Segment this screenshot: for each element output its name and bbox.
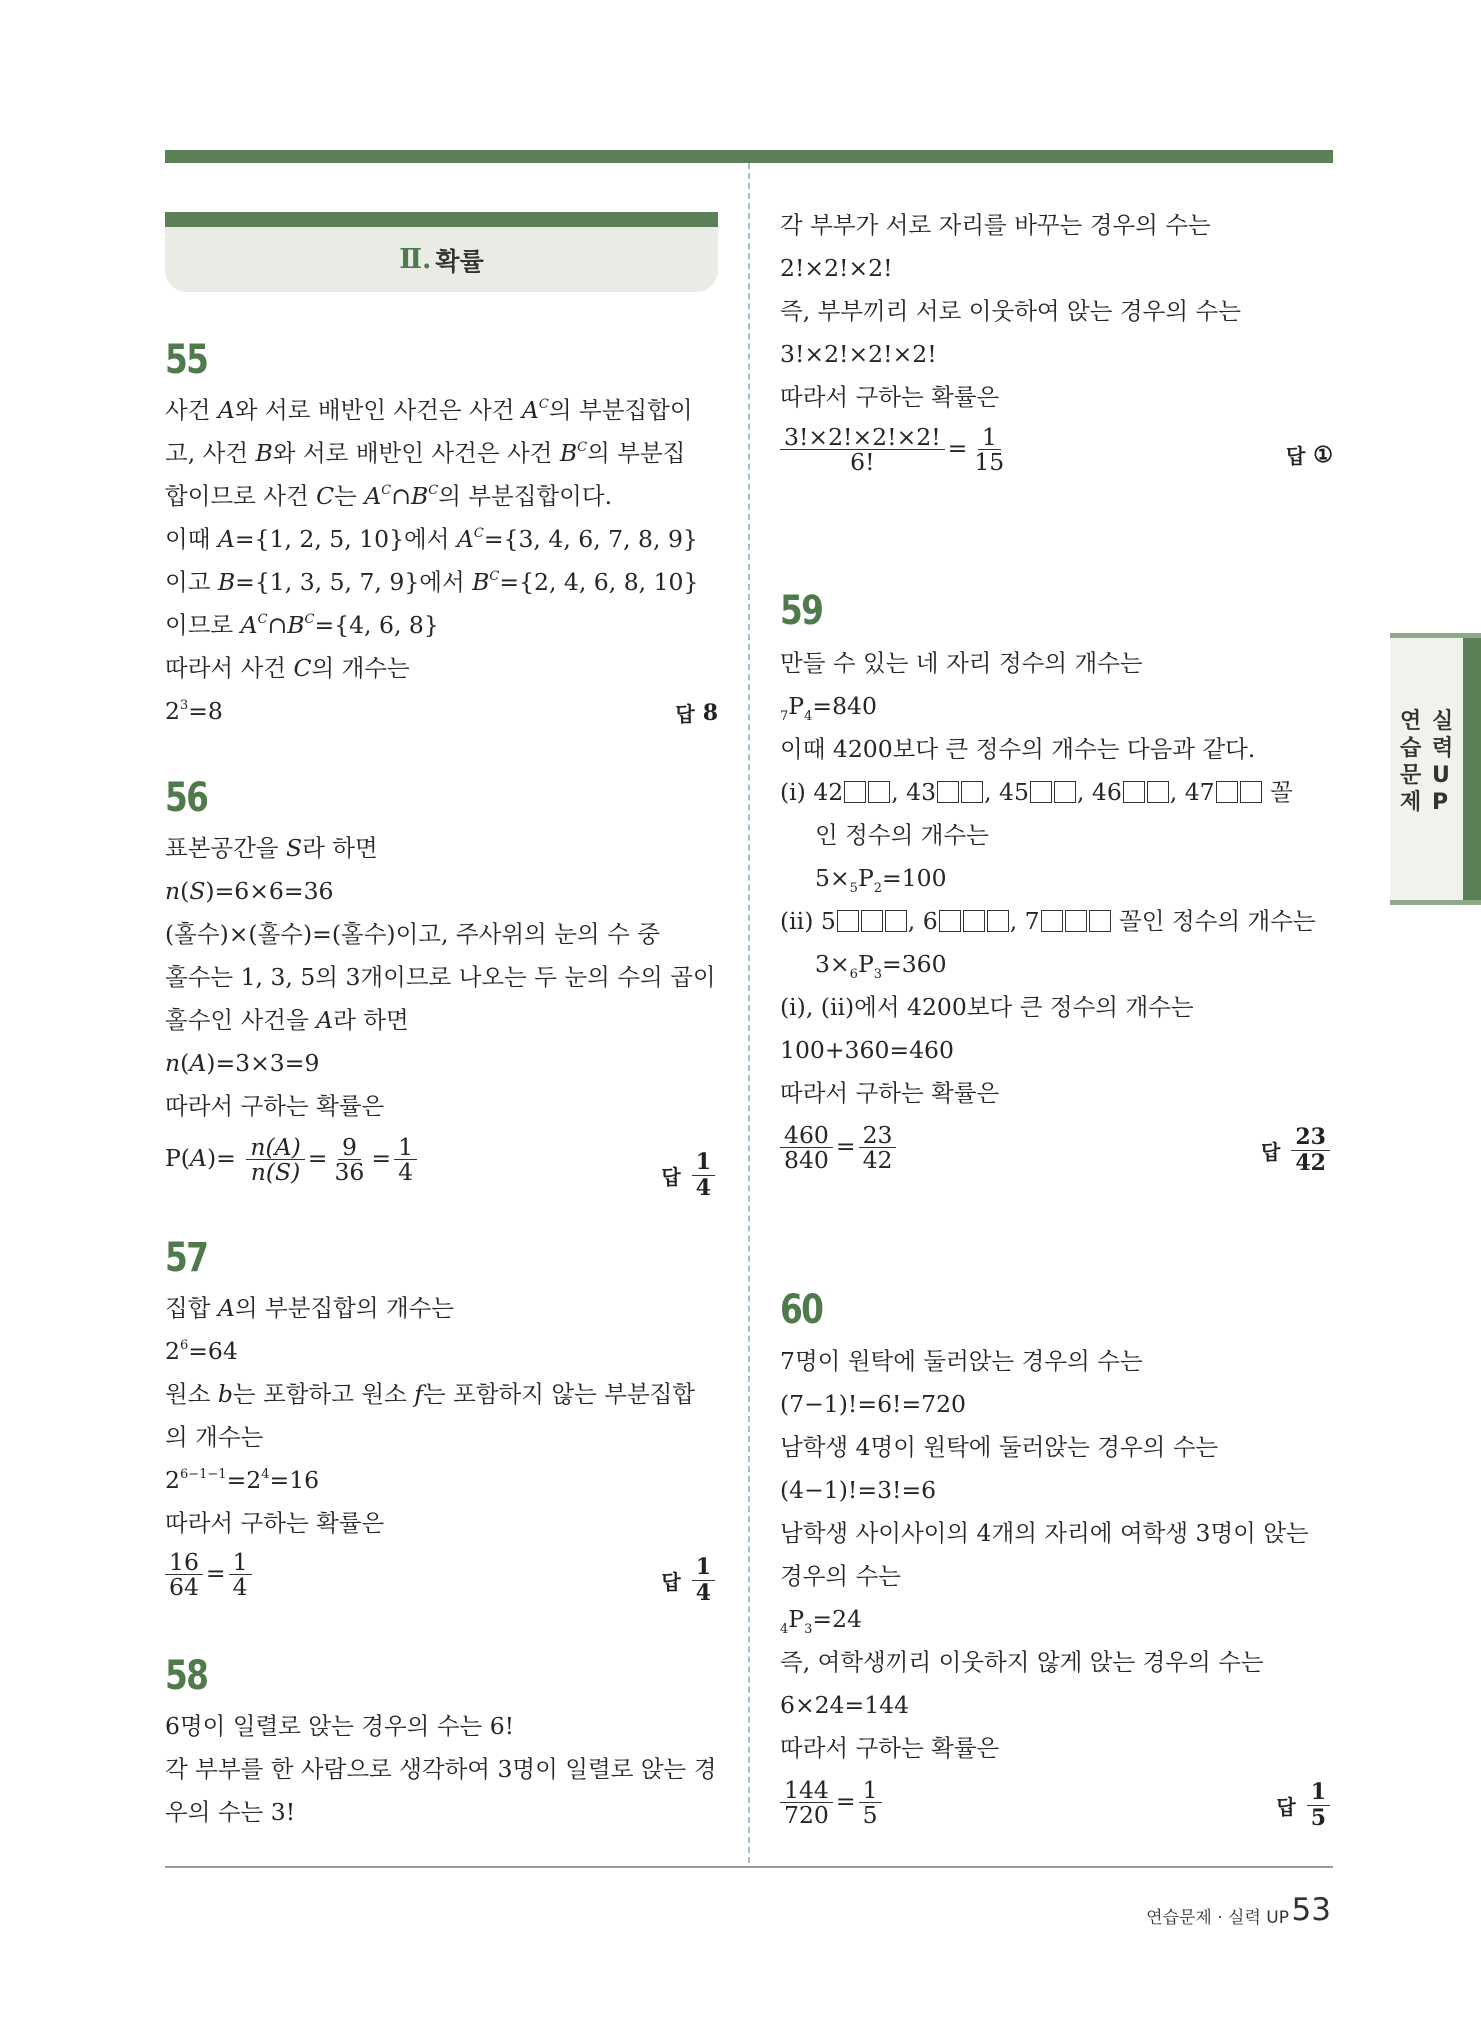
p60-line-6: 경우의 수는	[780, 1562, 901, 1590]
p55-line-6: 이므로 $A^C\cap B^C=\{4$, 6, 8}	[165, 611, 439, 639]
p58-line-3: 우의 수는 3!	[165, 1798, 296, 1826]
p59-line-1: 만들 수 있는 네 자리 정수의 개수는	[780, 649, 1143, 677]
p57-equation: $\frac{16}{64}$ = $\frac{1}{4}$	[165, 1550, 255, 1599]
footer-rule	[165, 1866, 1333, 1868]
p60-equation: $\frac{144}{720}$ = $\frac{1}{5}$	[780, 1778, 885, 1827]
section-heading-stripe	[165, 212, 718, 227]
p57-fraction-2: $\frac{1}{4}$	[229, 1550, 252, 1599]
section-heading	[165, 212, 718, 292]
p59-line-3: 이때 4200보다 큰 정수의 개수는 다음과 같다.	[780, 735, 1256, 763]
p58-fraction-1: $\frac{3!\times 2!\times 2!\times 2!}{6!}$	[780, 425, 945, 474]
p60-line-8: 즉, 여학생끼리 이웃하지 않게 앉는 경우의 수는	[780, 1648, 1264, 1676]
p55-line-4: 이때 A={1, 2, 5, 10}에서 $A^C=\{3$, 4, 6, 7, 8, 9}	[165, 525, 698, 553]
p55-line-5: 이고 B={1, 3, 5, 7, 9}에서 $B^C=\{2$, 4, 6, 8, 10}	[165, 568, 699, 596]
p57-answer: 답 $\frac{1}{4}$	[661, 1555, 718, 1606]
p57-line-1: 집합 A의 부분집합의 개수는	[165, 1294, 455, 1322]
p57-line-4: 의 개수는	[165, 1423, 264, 1451]
p55-line-1: 사건 A와 서로 배반인 사건은 사건 $A^C$의 부분집합이	[165, 396, 693, 424]
p59-line-10: 100+360=460	[780, 1036, 954, 1064]
p55-line-3: 합이므로 사건 C는 $A^C\cap B^C$의 부분집합이다.	[165, 482, 613, 510]
p58-line-4: 각 부부가 서로 자리를 바꾸는 경우의 수는	[780, 211, 1211, 239]
p56-fraction-1: $\frac{n(A)}{n(S)}$	[246, 1135, 304, 1184]
p58-line-5: 2!×2!×2!	[780, 254, 893, 282]
p60-line-5: 남학생 사이사이의 4개의 자리에 여학생 3명이 앉는	[780, 1519, 1309, 1547]
p59-fraction-1: $\frac{460}{840}$	[780, 1123, 833, 1172]
header-bar	[165, 150, 1333, 163]
p58-line-7: 3!×2!×2!×2!	[780, 340, 937, 368]
p57-fraction-1: $\frac{16}{64}$	[165, 1550, 203, 1599]
p55-line-7: 따라서 사건 C의 개수는	[165, 654, 410, 682]
problem-number-59: 59	[780, 588, 823, 634]
p58-line-2: 각 부부를 한 사람으로 생각하여 3명이 일렬로 앉는 경	[165, 1755, 717, 1783]
p55-line-8: $2^3=8$	[165, 697, 223, 725]
problem-number-57: 57	[165, 1235, 208, 1281]
chapter-side-tab	[1390, 633, 1481, 905]
p59-equation: $\frac{460}{840}$ = $\frac{23}{42}$	[780, 1123, 899, 1172]
section-roman-numeral: Ⅱ.	[399, 244, 432, 275]
p58-line-6: 즉, 부부끼리 서로 이웃하여 앉는 경우의 수는	[780, 297, 1241, 325]
problem-number-60: 60	[780, 1287, 823, 1333]
p58-answer: 답 ①	[1285, 441, 1333, 468]
p60-line-2: (7−1)!=6!=720	[780, 1390, 967, 1418]
p57-line-6: 따라서 구하는 확률은	[165, 1509, 385, 1537]
problem-number-56: 56	[165, 775, 208, 821]
side-tab-text: 연 실 습 력 문 U 제 P	[1400, 709, 1454, 815]
problem-number-55: 55	[165, 337, 208, 383]
p57-line-3: 원소 b는 포함하고 원소 f는 포함하지 않는 부분집합	[165, 1380, 696, 1408]
side-tab-edge	[1463, 638, 1481, 900]
p60-fraction-2: $\frac{1}{5}$	[859, 1778, 882, 1827]
p56-answer: 답 $\frac{1}{4}$	[661, 1150, 718, 1201]
p57-line-2: $2^6=64$	[165, 1337, 238, 1365]
p55-answer: 답 8	[675, 699, 718, 726]
p56-line-2: n(S)=6×6=36	[165, 877, 334, 905]
problem-number-58: 58	[165, 1653, 208, 1699]
p59-line-2: $_7P_4=840$	[780, 692, 877, 724]
p55-line-2: 고, 사건 B와 서로 배반인 사건은 사건 $B^C$의 부분집	[165, 439, 686, 467]
p59-line-4: (i) 42 , 43 , 45 , 46 , 47 꼴	[780, 778, 1293, 806]
p58-line-8: 따라서 구하는 확률은	[780, 383, 1000, 411]
p59-answer: 답 $\frac{23}{42}$	[1261, 1125, 1333, 1176]
p56-line-4: 홀수는 1, 3, 5의 3개이므로 나오는 두 눈의 수의 곱이	[165, 963, 716, 991]
p60-line-4: (4−1)!=3!=6	[780, 1476, 937, 1504]
p56-fraction-3: $\frac{1}{4}$	[394, 1135, 417, 1184]
page-number: 53	[1291, 1892, 1331, 1928]
column-divider	[748, 163, 750, 1863]
p60-answer: 답 $\frac{1}{5}$	[1276, 1780, 1333, 1831]
footer-section-label: 연습문제 · 실력 UP	[1146, 1908, 1289, 1928]
p57-line-5: $2^{6-1-1}=2^4=16$	[165, 1466, 320, 1494]
p60-line-1: 7명이 원탁에 둘러앉는 경우의 수는	[780, 1347, 1143, 1375]
p59-line-5: 인 정수의 개수는	[815, 821, 989, 849]
section-title: 확률	[435, 246, 484, 276]
p59-line-7: (ii) 5 , 6 , 7 꼴인 정수의 개수는	[780, 907, 1316, 935]
p59-line-9: (i), (ii)에서 4200보다 큰 정수의 개수는	[780, 993, 1194, 1021]
p59-fraction-2: $\frac{23}{42}$	[859, 1123, 897, 1172]
p56-line-6: n(A)=3×3=9	[165, 1049, 320, 1077]
p60-line-9: 6×24=144	[780, 1691, 910, 1719]
p60-line-10: 따라서 구하는 확률은	[780, 1734, 1000, 1762]
p56-equation: P(A)= $\frac{n(A)}{n(S)}$ = $\frac{9}{36}$ = $\frac{1}{4}$	[165, 1135, 420, 1184]
p60-line-3: 남학생 4명이 원탁에 둘러앉는 경우의 수는	[780, 1433, 1219, 1461]
p58-equation: $\frac{3!\times 2!\times 2!\times 2!}{6!}$ = $\frac{1}{15}$	[780, 425, 1011, 474]
p56-line-7: 따라서 구하는 확률은	[165, 1092, 385, 1120]
section-heading-body	[165, 227, 718, 292]
p60-fraction-1: $\frac{144}{720}$	[780, 1778, 833, 1827]
p56-fraction-2: $\frac{9}{36}$	[334, 1133, 365, 1186]
p56-line-5: 홀수인 사건을 A라 하면	[165, 1006, 409, 1034]
p58-fraction-2: $\frac{1}{15}$	[974, 423, 1005, 476]
p59-line-6: $5\times_5P_2=100$	[815, 864, 947, 896]
p60-line-7: $_4P_3=24$	[780, 1605, 862, 1637]
p56-line-1: 표본공간을 S라 하면	[165, 834, 378, 862]
p58-line-1: 6명이 일렬로 앉는 경우의 수는 6!	[165, 1712, 515, 1740]
p59-line-11: 따라서 구하는 확률은	[780, 1079, 1000, 1107]
p56-line-3: (홀수)×(홀수)=(홀수)이고, 주사위의 눈의 수 중	[165, 920, 660, 948]
p59-line-8: $3\times_6P_3=360$	[815, 950, 947, 982]
